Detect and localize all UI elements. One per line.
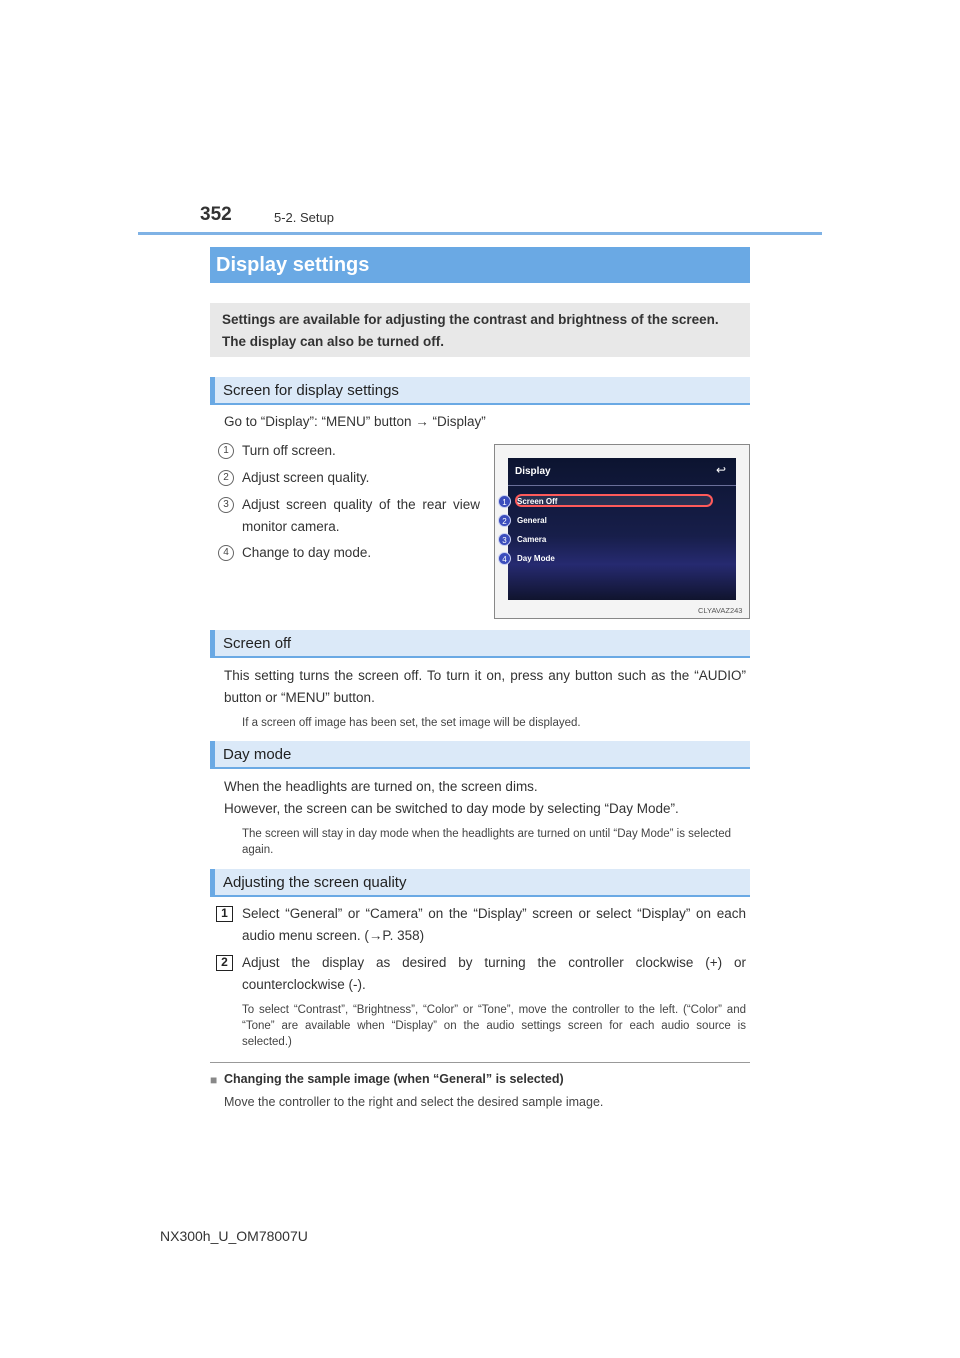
footer-divider <box>210 1062 750 1063</box>
square-bullet-icon: ■ <box>210 1073 218 1087</box>
intro-text: Settings are available for adjusting the contrast and brightness of the screen. The display can also be turned off. <box>222 312 719 349</box>
screen-divider <box>508 485 736 486</box>
step-number: 2 <box>216 955 233 971</box>
screen-menu-item <box>498 513 547 527</box>
adjusting-note: To select “Contrast”, “Brightness”, “Color” or “Tone”, move the controller to the left. (“Color” and “Tone” are available when “Display” on the audio settings screen for each audio source is selected.) <box>242 1004 746 1048</box>
day-mode-note: The screen will stay in day mode when the headlights are turned on until “Day Mode” is selected again. <box>242 828 732 856</box>
step-text: Select “General” or “Camera” on the “Display” screen or select “Display” on each audio menu screen. (→P. 358) <box>242 906 746 943</box>
screen-menu-item <box>498 551 555 565</box>
screen-off-note: If a screen off image has been set, the set image will be displayed. <box>242 717 581 729</box>
list-item: Change to day mode. <box>242 545 372 560</box>
day-mode-text-1: When the headlights are turned on, the screen dims. <box>224 779 538 794</box>
document-code: NX300h_U_OM78007U <box>160 1228 308 1244</box>
display-screen <box>508 458 736 600</box>
section-label: 5-2. Setup <box>274 210 334 225</box>
item-number: 3 <box>218 497 234 513</box>
screen-menu-label: General <box>517 515 547 525</box>
screen-menu-item <box>498 532 546 546</box>
screen-off-text: This setting turns the screen off. To turn it on, press any button such as the “AUDIO” button or “MENU” button. <box>224 668 746 705</box>
item-number: 4 <box>218 545 234 561</box>
callout-number: 4 <box>498 552 511 565</box>
screen-menu-label: Screen Off <box>517 496 558 506</box>
page-number: 352 <box>200 204 232 225</box>
day-mode-heading: Day mode <box>210 741 750 769</box>
back-arrow-icon: ↩ <box>716 463 727 477</box>
page-title: Display settings <box>210 247 750 283</box>
callout-number: 3 <box>498 533 511 546</box>
image-code: CLYAVAZ243 <box>698 606 743 615</box>
footer-note-title: Changing the sample image (when “General” is selected) <box>224 1072 564 1086</box>
item-number: 2 <box>218 470 234 486</box>
screen-header-label: Display <box>515 466 551 477</box>
list-item: Adjust screen quality of the rear view monitor camera. <box>242 497 480 534</box>
nav-instruction: Go to “Display”: “MENU” button → “Display” <box>224 414 486 429</box>
screen-section-heading: Screen for display settings <box>210 377 750 405</box>
header-divider <box>138 232 822 235</box>
step-text: Adjust the display as desired by turning the controller clockwise (+) or counterclockwise (-). <box>242 955 746 992</box>
adjusting-heading: Adjusting the screen quality <box>210 869 750 897</box>
footer-note-text: Move the controller to the right and select the desired sample image. <box>224 1095 604 1109</box>
step-number: 1 <box>216 906 233 922</box>
screen-menu-label: Day Mode <box>517 553 555 563</box>
list-item: Adjust screen quality. <box>242 470 370 485</box>
item-number: 1 <box>218 443 234 459</box>
intro-box <box>210 303 750 357</box>
callout-number: 2 <box>498 514 511 527</box>
screen-menu-item <box>498 494 557 508</box>
screen-menu-label: Camera <box>517 534 547 544</box>
list-item: Turn off screen. <box>242 443 336 458</box>
day-mode-text-2: However, the screen can be switched to day mode by selecting “Day Mode”. <box>224 801 679 816</box>
callout-number: 1 <box>498 495 511 508</box>
screen-off-heading: Screen off <box>210 630 750 658</box>
